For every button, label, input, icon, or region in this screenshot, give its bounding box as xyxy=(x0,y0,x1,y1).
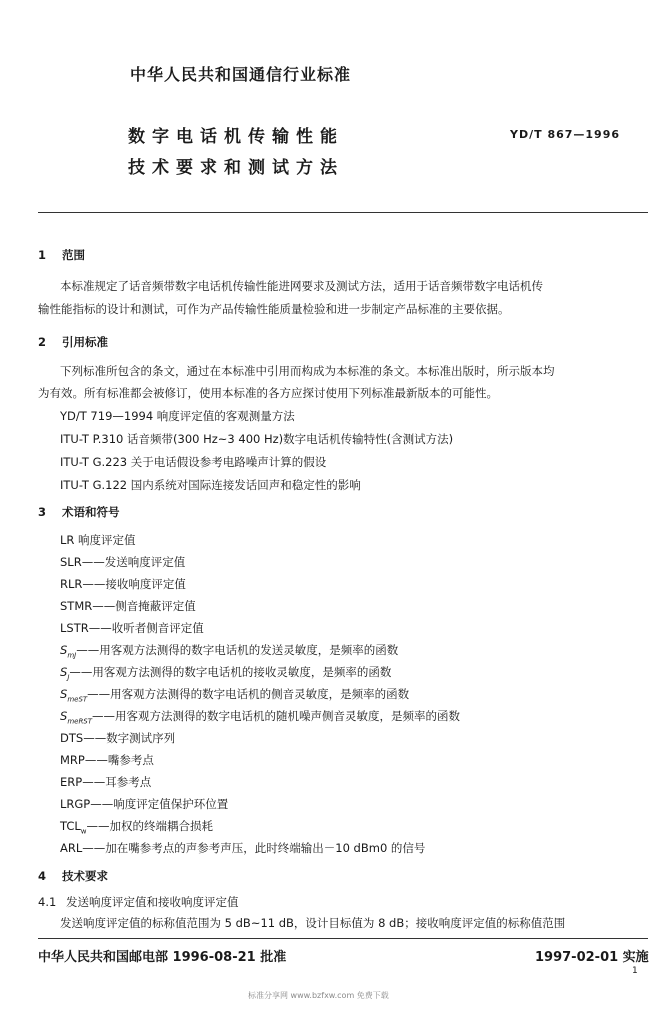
document-title-line1: 数字电话机传输性能 xyxy=(128,127,344,147)
term-item xyxy=(60,708,460,725)
term-item xyxy=(60,796,228,813)
document-title-line2: 技术要求和测试方法 xyxy=(128,158,344,178)
term-definition: ——加在嘴参考点的声参考声压，此时终端输出－10 dBm0 的信号 xyxy=(82,841,426,855)
subsection-title: 发送响度评定值和接收响度评定值 xyxy=(66,895,239,909)
section-4-para-line1: 发送响度评定值的标称值范围为 5 dB~11 dB，设计目标值为 8 dB；接收响度评定值的标称值范围 xyxy=(60,916,566,930)
reference-item: ITU-T P.310 话音频带(300 Hz~3 400 Hz)数字电话机传输特性(含测试方法) xyxy=(60,432,454,446)
term-definition: ——响度评定值保护环位置 xyxy=(90,797,229,811)
term-definition: 响度评定值 xyxy=(74,533,136,547)
header-divider xyxy=(38,212,648,213)
term-definition: ——发送响度评定值 xyxy=(81,555,186,569)
term-symbol: S xyxy=(60,643,68,657)
section-2-heading xyxy=(38,334,108,350)
term-symbol: RLR xyxy=(60,577,83,591)
term-item xyxy=(60,840,425,857)
org-standard-heading: 中华人民共和国通信行业标准 xyxy=(130,65,352,84)
term-subscript: w xyxy=(80,827,87,836)
reference-item: ITU-T G.122 国内系统对国际连接发话回声和稳定性的影响 xyxy=(60,478,361,492)
term-definition: ——接收响度评定值 xyxy=(82,577,186,591)
term-symbol: LR xyxy=(60,533,75,547)
term-subscript: meRST xyxy=(67,717,93,726)
term-definition: ——数字测试序列 xyxy=(83,731,176,745)
term-symbol: LSTR xyxy=(60,621,89,635)
section-title: 技术要求 xyxy=(62,869,108,883)
term-item xyxy=(60,576,186,593)
term-subscript: meST xyxy=(67,695,88,704)
term-symbol: STMR xyxy=(60,599,93,613)
term-item xyxy=(60,664,391,681)
section-title: 术语和符号 xyxy=(62,505,120,519)
term-definition: ——用客观方法测得的数字电话机的发送灵敏度，是频率的函数 xyxy=(76,643,399,657)
term-definition: ——耳参考点 xyxy=(82,775,152,789)
term-symbol: LRGP xyxy=(60,797,91,811)
term-definition: ——用客观方法测得的数字电话机的接收灵敏度，是频率的函数 xyxy=(69,665,392,679)
page-number: 1 xyxy=(632,966,638,976)
term-item xyxy=(60,818,213,835)
term-item xyxy=(60,620,204,637)
term-symbol: ERP xyxy=(60,775,83,789)
term-definition: ——侧音掩蔽评定值 xyxy=(92,599,196,613)
subsection-number: 4.1 xyxy=(38,895,57,909)
term-item xyxy=(60,730,175,747)
standard-number: YD/T 867—1996 xyxy=(510,128,621,141)
term-symbol: S xyxy=(60,687,68,701)
effective-date: 1997-02-01 实施 xyxy=(535,950,649,965)
section-title: 引用标准 xyxy=(62,335,108,349)
term-symbol: ARL xyxy=(60,841,83,855)
subsection-4-1-heading xyxy=(38,894,239,910)
term-symbol: DTS xyxy=(60,731,84,745)
term-item xyxy=(60,554,185,571)
term-definition: ——加权的终端耦合损耗 xyxy=(86,819,214,833)
approval-line: 中华人民共和国邮电部 1996-08-21 批准 xyxy=(38,950,287,965)
term-definition: ——收听者侧音评定值 xyxy=(88,621,204,635)
term-item xyxy=(60,598,196,615)
term-definition: ——用客观方法测得的数字电话机的随机噪声侧音灵敏度，是频率的函数 xyxy=(92,709,461,723)
term-symbol: S xyxy=(60,665,68,679)
reference-item: ITU-T G.223 关于电话假设参考电路噪声计算的假设 xyxy=(60,455,327,469)
term-item xyxy=(60,686,409,703)
term-item xyxy=(60,532,136,549)
footer-divider xyxy=(38,938,648,939)
term-item xyxy=(60,642,398,659)
term-item xyxy=(60,752,154,769)
reference-item: YD/T 719—1994 响度评定值的客观测量方法 xyxy=(60,409,295,423)
term-subscript: mJ xyxy=(67,651,77,660)
section-number: 2 xyxy=(38,335,47,349)
section-2-para-line1: 下列标准所包含的条文，通过在本标准中引用而构成为本标准的条文。本标准出版时，所示版本均 xyxy=(60,364,555,378)
section-1-para-line2: 输性能指标的设计和测试，可作为产品传输性能质量检验和进一步制定产品标准的主要依据。 xyxy=(38,302,510,316)
section-2-para-line2: 为有效。所有标准都会被修订，使用本标准的各方应探讨使用下列标准最新版本的可能性。 xyxy=(38,386,498,400)
section-number: 1 xyxy=(38,248,47,262)
section-title: 范围 xyxy=(62,248,85,262)
term-item xyxy=(60,774,151,791)
section-1-para-line1: 本标准规定了话音频带数字电话机传输性能进网要求及测试方法，适用于话音频带数字电话机传 xyxy=(60,279,543,293)
term-symbol: TCL xyxy=(60,819,81,833)
section-1-heading xyxy=(38,247,85,263)
section-4-heading xyxy=(38,868,108,884)
term-subscript: J xyxy=(67,673,70,682)
term-symbol: MRP xyxy=(60,753,85,767)
section-number: 3 xyxy=(38,505,47,519)
section-3-heading xyxy=(38,504,120,520)
term-symbol: S xyxy=(60,709,68,723)
section-number: 4 xyxy=(38,869,47,883)
watermark-text: 标准分享网 www.bzfxw.com 免费下载 xyxy=(248,991,389,1000)
term-definition: ——嘴参考点 xyxy=(84,753,154,767)
term-definition: ——用客观方法测得的数字电话机的侧音灵敏度，是频率的函数 xyxy=(87,687,410,701)
term-symbol: SLR xyxy=(60,555,82,569)
